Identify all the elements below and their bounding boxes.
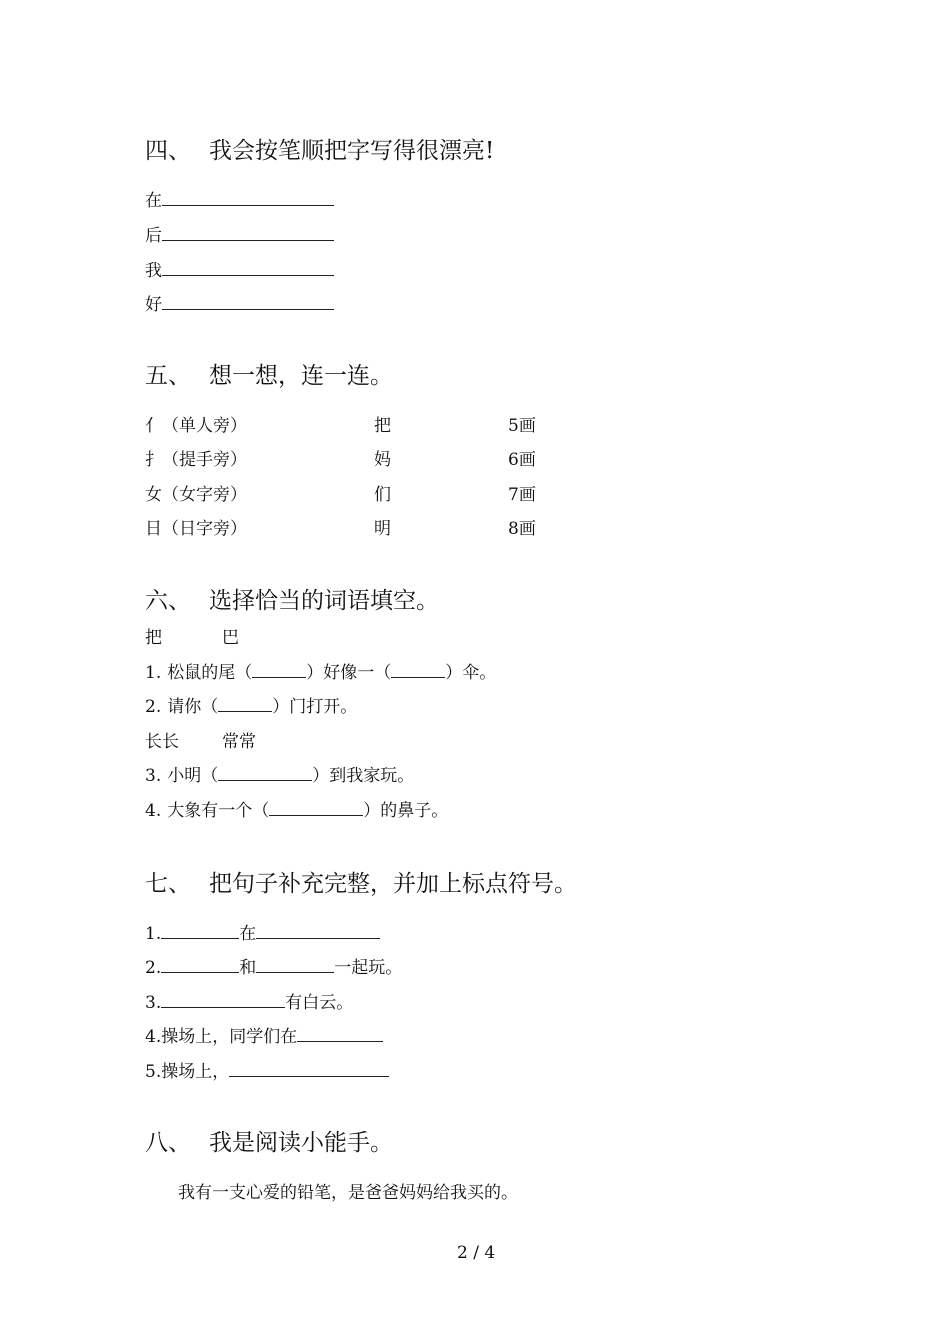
writing-blank[interactable] xyxy=(162,205,334,206)
radical-item[interactable]: 女（女字旁） xyxy=(145,485,247,505)
question-3 xyxy=(145,761,414,786)
fill-blank[interactable] xyxy=(256,938,380,939)
sentence-number: 2. xyxy=(145,958,162,978)
char-item[interactable]: 妈 xyxy=(374,450,391,470)
practice-char: 在 xyxy=(145,191,162,211)
question-number: 2. xyxy=(145,697,162,717)
question-text: ）伞。 xyxy=(445,663,497,683)
fill-blank[interactable] xyxy=(269,815,363,816)
char-item[interactable]: 把 xyxy=(374,416,391,436)
write-line-2 xyxy=(145,221,334,246)
section-title: 把句子补充完整，并加上标点符号。 xyxy=(209,871,577,897)
radical-item[interactable]: 亻（单人旁） xyxy=(145,416,247,436)
stroke-item[interactable]: 8画 xyxy=(508,519,536,539)
fill-blank[interactable] xyxy=(161,972,239,973)
write-line-1 xyxy=(145,186,334,211)
section-number: 七、 xyxy=(145,871,191,897)
sentence-2 xyxy=(145,953,402,978)
sentence-text: 有白云。 xyxy=(285,993,354,1013)
sentence-5 xyxy=(145,1057,389,1082)
question-text: ）门打开。 xyxy=(272,697,358,717)
section-6-heading xyxy=(145,582,439,615)
section-4-heading xyxy=(145,132,494,165)
question-number: 4. xyxy=(145,801,162,821)
sentence-text: 操场上，同学们在 xyxy=(161,1027,298,1047)
sentence-number: 5. xyxy=(145,1062,162,1082)
sentence-number: 1. xyxy=(145,924,162,944)
radical-item[interactable]: 扌（提手旁） xyxy=(145,450,247,470)
question-text: 松鼠的尾（ xyxy=(167,663,253,683)
sentence-number: 4. xyxy=(145,1027,162,1047)
section-8-heading xyxy=(145,1124,393,1157)
word-option: 长长 xyxy=(145,732,179,752)
fill-blank[interactable] xyxy=(229,1076,389,1077)
word-option: 巴 xyxy=(222,628,239,648)
stroke-item[interactable]: 5画 xyxy=(508,416,536,436)
write-line-3 xyxy=(145,256,334,281)
question-text: ）好像一（ xyxy=(306,663,392,683)
fill-blank[interactable] xyxy=(252,677,306,678)
section-number: 五、 xyxy=(145,363,191,389)
fill-blank[interactable] xyxy=(218,780,312,781)
stroke-item[interactable]: 6画 xyxy=(508,450,536,470)
section-title: 我会按笔顺把字写得很漂亮! xyxy=(209,138,495,164)
sentence-1 xyxy=(145,919,380,944)
question-number: 3. xyxy=(145,766,162,786)
fill-blank[interactable] xyxy=(391,677,445,678)
question-2 xyxy=(145,692,357,717)
practice-char: 好 xyxy=(145,295,162,315)
writing-blank[interactable] xyxy=(162,275,334,276)
sentence-4 xyxy=(145,1022,383,1047)
writing-blank[interactable] xyxy=(162,309,334,310)
char-item[interactable]: 们 xyxy=(374,485,391,505)
radical-item[interactable]: 日（日字旁） xyxy=(145,519,247,539)
question-text: 大象有一个（ xyxy=(167,801,270,821)
section-title: 我是阅读小能手。 xyxy=(209,1130,393,1156)
sentence-text: 操场上， xyxy=(161,1062,230,1082)
reading-passage: 我有一支心爱的铅笔，是爸爸妈妈给我买的。 xyxy=(178,1183,518,1203)
page-number: 2 / 4 xyxy=(457,1243,496,1263)
stroke-item[interactable]: 7画 xyxy=(508,485,536,505)
fill-blank[interactable] xyxy=(297,1041,383,1042)
char-item[interactable]: 明 xyxy=(374,519,391,539)
fill-blank[interactable] xyxy=(161,1007,285,1008)
section-title: 想一想，连一连。 xyxy=(209,363,393,389)
section-5-heading xyxy=(145,357,393,390)
sentence-number: 3. xyxy=(145,993,162,1013)
write-line-4 xyxy=(145,290,334,315)
section-7-heading xyxy=(145,865,577,898)
sentence-text: 在 xyxy=(239,924,257,944)
practice-char: 后 xyxy=(145,226,162,246)
question-text: ）的鼻子。 xyxy=(363,801,449,821)
writing-blank[interactable] xyxy=(162,240,334,241)
section-number: 八、 xyxy=(145,1130,191,1156)
question-number: 1. xyxy=(145,663,162,683)
sentence-3 xyxy=(145,988,353,1013)
word-option: 常常 xyxy=(222,732,256,752)
fill-blank[interactable] xyxy=(256,972,334,973)
practice-char: 我 xyxy=(145,261,162,281)
fill-blank[interactable] xyxy=(161,938,239,939)
section-number: 六、 xyxy=(145,588,191,614)
section-title: 选择恰当的词语填空。 xyxy=(209,588,439,614)
question-text: 小明（ xyxy=(167,766,219,786)
question-1 xyxy=(145,658,496,683)
word-option: 把 xyxy=(145,628,162,648)
sentence-text: 和 xyxy=(239,958,257,978)
question-text: 请你（ xyxy=(167,697,219,717)
question-text: ）到我家玩。 xyxy=(312,766,415,786)
section-number: 四、 xyxy=(145,138,191,164)
question-4 xyxy=(145,796,448,821)
fill-blank[interactable] xyxy=(218,711,272,712)
sentence-text: 一起玩。 xyxy=(334,958,403,978)
